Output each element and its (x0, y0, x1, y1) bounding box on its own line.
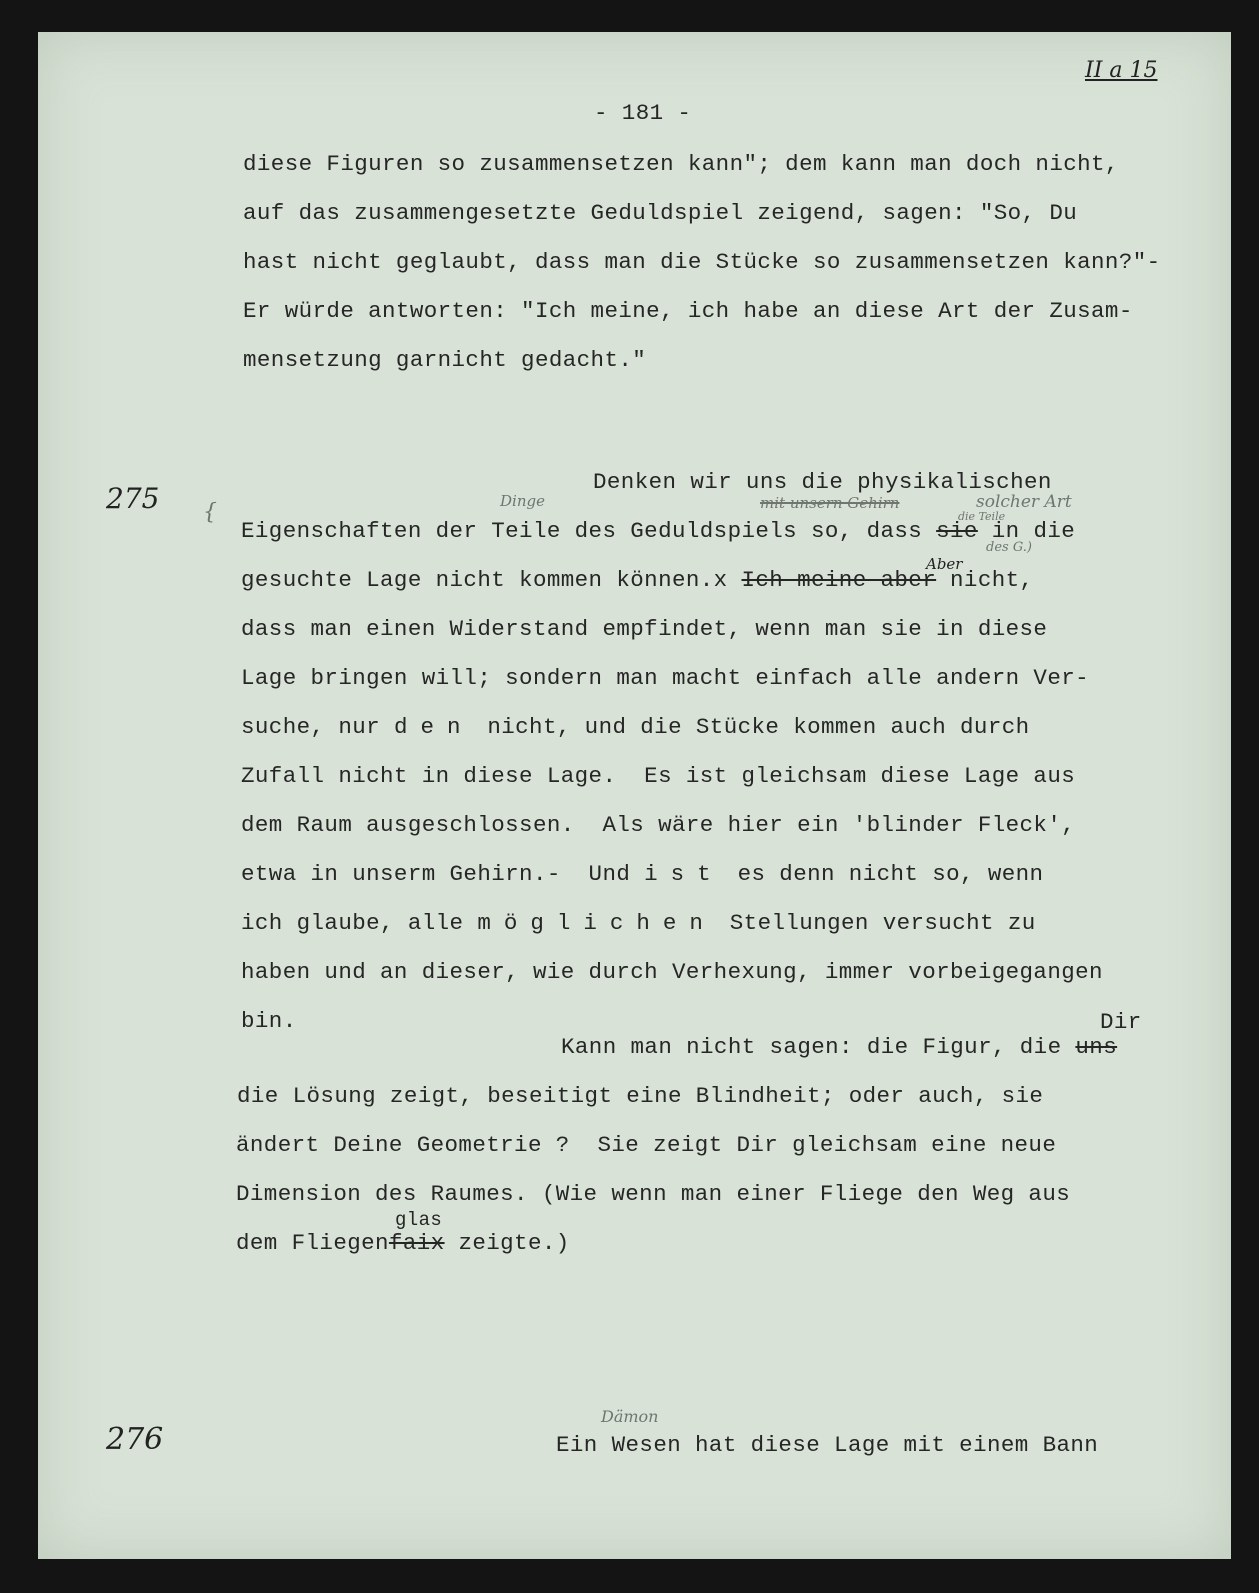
annotation-dinge: Dinge (500, 492, 545, 510)
annotation-crossed-phrase: mit unsern Gehirn (760, 494, 900, 512)
annotation-des-g: des G.) (986, 540, 1032, 555)
paragraph1-line-5: mensetzung garnicht gedacht." (243, 347, 647, 373)
remark275-line-12: bin. (241, 1008, 297, 1034)
archive-mark: II a 15 (1085, 58, 1158, 83)
remark275-line-9: etwa in unserm Gehirn.- Und ist es denn nicht so, wenn (241, 861, 1044, 887)
remark275-line-10: ich glaube, alle möglichen Stellungen versucht zu (241, 910, 1036, 936)
paragraph1-line-3: hast nicht geglaubt, dass man die Stücke so zusammensetzen kann?"- (243, 249, 1161, 275)
remark275-line-1: Denken wir uns die physikalischen (593, 469, 1052, 495)
page-number: - 181 - (594, 100, 692, 126)
paragraph1-line-1: diese Figuren so zusammensetzen kann"; dem kann man doch nicht, (243, 151, 1119, 177)
annotation-die-teile: die Teile (958, 510, 1006, 523)
typescript-page (38, 32, 1231, 1559)
annotation-solcher-art: solcher Art (976, 492, 1072, 512)
paragraph1-line-2: auf das zusammengesetzte Geduldspiel zeigend, sagen: "So, Du (243, 200, 1078, 226)
annotation-aber: Aber (926, 555, 963, 573)
margin-bracket: { (203, 500, 217, 525)
remark275-line-6: suche, nur den nicht, und die Stücke kommen auch durch (241, 714, 1030, 740)
glas-insertion: glas (395, 1209, 443, 1231)
paragraph2-line-2: die Lösung zeigt, beseitigt eine Blindheit; oder auch, sie (237, 1083, 1044, 1109)
remark275-line-8: dem Raum ausgeschlossen. Als wäre hier ein 'blinder Fleck', (241, 812, 1076, 838)
remark275-line-5: Lage bringen will; sondern man macht einfach alle andern Ver- (241, 665, 1090, 691)
remark275-line-7: Zufall nicht in diese Lage. Es ist gleichsam diese Lage aus (241, 763, 1076, 789)
paragraph2-line-1: Kann man nicht sagen: die Figur, die uns (561, 1034, 1118, 1060)
paragraph2-line-3: ändert Deine Geometrie ? Sie zeigt Dir gleichsam eine neue (236, 1132, 1057, 1158)
remark-number-275: 275 (106, 482, 160, 515)
paragraph1-line-4: Er würde antworten: "Ich meine, ich habe an diese Art der Zusam- (243, 298, 1133, 324)
paragraph2-line-4: Dimension des Raumes. (Wie wenn man einer Fliege den Weg aus (236, 1181, 1071, 1207)
remark275-line-4: dass man einen Widerstand empfindet, wenn man sie in diese (241, 616, 1048, 642)
remark276-line-1: Ein Wesen hat diese Lage mit einem Bann (556, 1432, 1099, 1458)
remark275-line-11: haben und an dieser, wie durch Verhexung, immer vorbeigegangen (241, 959, 1103, 985)
paragraph2-line-5: dem Fliegenfaix zeigte.) (236, 1230, 570, 1256)
annotation-daemon: Dämon (601, 1407, 659, 1426)
remark275-line-3: gesuchte Lage nicht kommen können.x Ich meine aber nicht, (241, 567, 1034, 593)
remark275-line-2: Eigenschaften der Teile des Geduldspiels so, dass sie in die (241, 518, 1076, 544)
dir-insertion: Dir (1100, 1009, 1142, 1035)
remark-number-276: 276 (106, 1422, 164, 1457)
